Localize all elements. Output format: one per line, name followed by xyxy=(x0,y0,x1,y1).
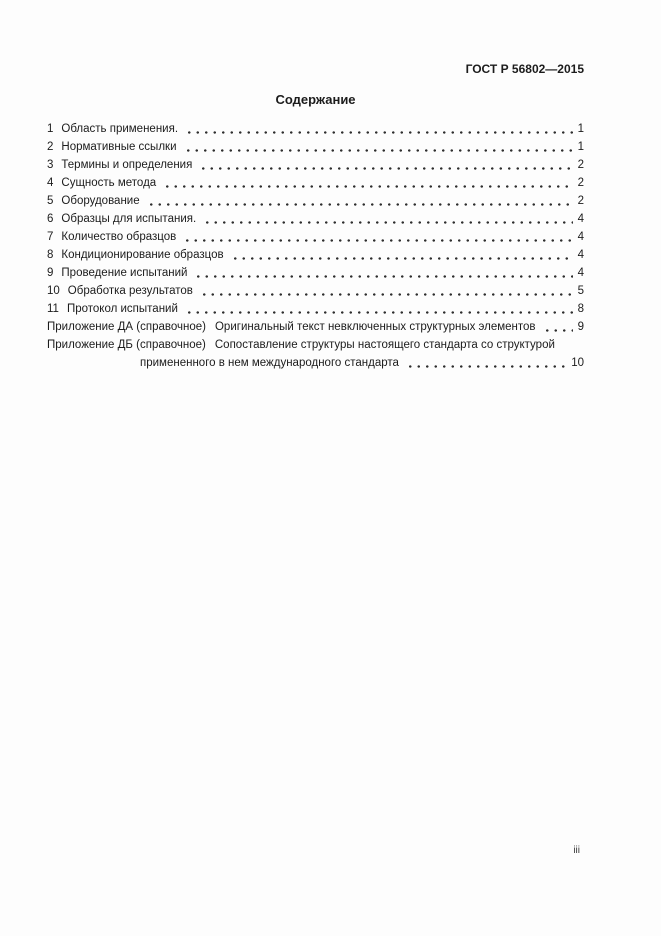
dot-leader xyxy=(160,174,572,192)
toc-entry-label: Нормативные ссылки xyxy=(61,141,177,153)
dot-leader xyxy=(197,282,573,300)
toc-entry-number: 3 xyxy=(47,159,54,171)
dot-leader xyxy=(181,138,573,156)
toc-entry-page: 4 xyxy=(577,267,584,279)
dot-leader xyxy=(180,228,572,246)
dot-leader xyxy=(540,318,573,336)
appendix-entry xyxy=(47,318,584,336)
toc-entry-page: 4 xyxy=(577,231,584,243)
appendix-label: Приложение ДБ (справочное) xyxy=(47,339,206,351)
toc-entry-label: Протокол испытаний xyxy=(66,303,178,315)
document-header: ГОСТ Р 56802—2015 xyxy=(465,62,584,76)
appendix-description: Оригинальный текст невключенных структурных элементов xyxy=(214,321,536,333)
toc-entry-number: 2 xyxy=(47,141,54,153)
toc-entry-number: 10 xyxy=(47,285,60,297)
toc-entry xyxy=(47,156,584,174)
dot-leader xyxy=(200,210,572,228)
toc-entry-page: 2 xyxy=(577,195,584,207)
toc-entry-number: 8 xyxy=(47,249,54,261)
toc-entry-label: Обработка результатов xyxy=(67,285,193,297)
appendix-entry xyxy=(47,336,584,354)
dot-leader xyxy=(144,192,573,210)
toc-entry-page: 8 xyxy=(577,303,584,315)
toc-entry-label: Область применения. xyxy=(61,123,179,135)
toc-entry xyxy=(47,174,584,192)
toc-entry-page: 9 xyxy=(577,321,584,333)
dot-leader xyxy=(228,246,573,264)
toc-entry xyxy=(47,282,584,300)
toc-entry-number: 1 xyxy=(47,123,54,135)
footer-page-number: iii xyxy=(573,845,580,856)
appendix-description: Сопоставление структуры настоящего стандарта со структурой xyxy=(214,339,555,351)
toc-entry xyxy=(47,246,584,264)
toc-entry-page: 1 xyxy=(577,123,584,135)
toc-entry xyxy=(47,264,584,282)
toc-entry xyxy=(47,192,584,210)
toc-entry-label: Термины и определения xyxy=(61,159,193,171)
toc-entry-number: 5 xyxy=(47,195,54,207)
toc-entry-label: Кондиционирование образцов xyxy=(61,249,224,261)
document-page xyxy=(47,0,584,372)
appendix-entry-continuation xyxy=(47,354,584,372)
toc-list xyxy=(47,120,584,372)
toc-entry-label: Сущность метода xyxy=(61,177,157,189)
appendix-label: Приложение ДА (справочное) xyxy=(47,321,206,333)
toc-entry-page: 2 xyxy=(577,177,584,189)
toc-entry-page: 2 xyxy=(577,159,584,171)
toc-entry-page: 4 xyxy=(577,213,584,225)
toc-entry xyxy=(47,210,584,228)
toc-entry-label: Образцы для испытания. xyxy=(61,213,197,225)
toc-entry xyxy=(47,120,584,138)
toc-entry-number: 6 xyxy=(47,213,54,225)
toc-entry-page: 1 xyxy=(577,141,584,153)
toc-entry-page: 10 xyxy=(571,357,584,369)
toc-entry-number: 9 xyxy=(47,267,54,279)
page-title: Содержание xyxy=(275,92,356,107)
dot-leader xyxy=(182,300,573,318)
toc-entry-page: 4 xyxy=(577,249,584,261)
toc-entry xyxy=(47,228,584,246)
dot-leader xyxy=(191,264,572,282)
toc-entry-label: Количество образцов xyxy=(61,231,177,243)
toc-entry-page: 5 xyxy=(577,285,584,297)
toc-entry-label: Проведение испытаний xyxy=(61,267,188,279)
toc-entry xyxy=(47,138,584,156)
dot-leader xyxy=(403,354,566,372)
dot-leader xyxy=(182,120,573,138)
toc-entry-number: 11 xyxy=(47,303,59,315)
appendix-continuation: примененного в нем международного стандарта xyxy=(140,357,399,369)
toc-entry-number: 7 xyxy=(47,231,54,243)
toc-entry-number: 4 xyxy=(47,177,54,189)
dot-leader xyxy=(196,156,572,174)
toc-entry xyxy=(47,300,584,318)
toc-entry-label: Оборудование xyxy=(61,195,140,207)
